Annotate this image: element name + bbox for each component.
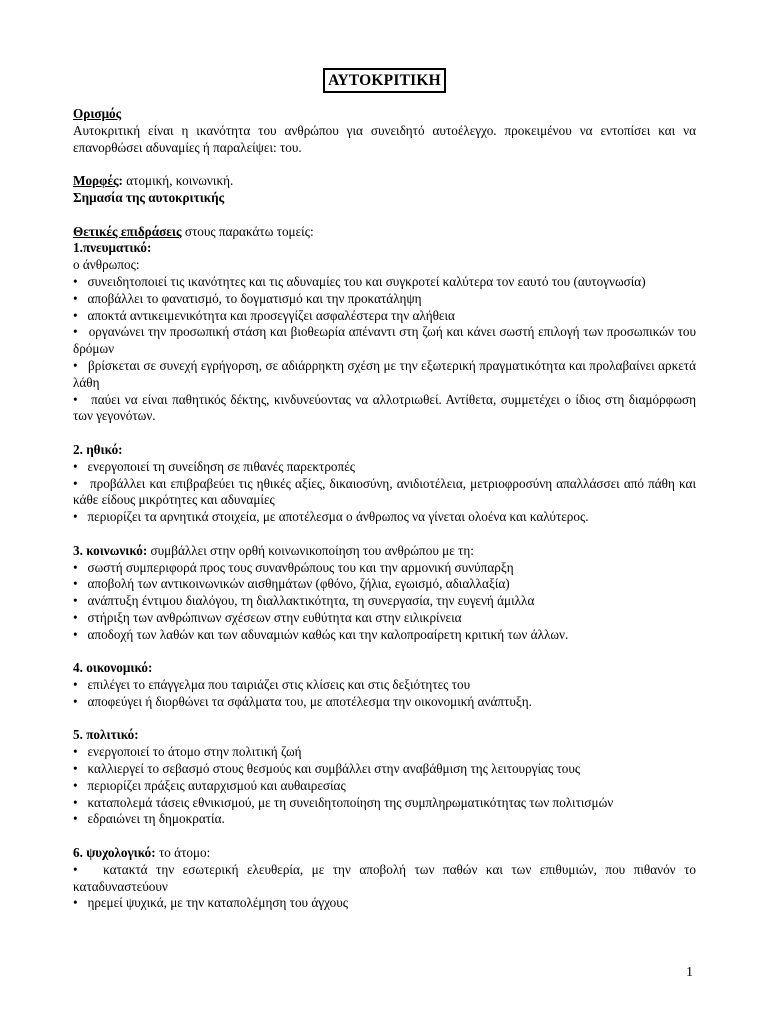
bullet-marker: • — [73, 290, 78, 306]
bullet-item — [73, 358, 696, 392]
bullet-marker: • — [73, 273, 78, 289]
social-line — [73, 543, 696, 560]
bullet-marker: • — [73, 576, 78, 592]
psychological-line — [73, 845, 696, 862]
political-list — [73, 744, 696, 828]
psychological-list — [73, 862, 696, 912]
bullet-item — [73, 274, 696, 291]
forms-line — [73, 173, 696, 190]
bullet-item — [73, 593, 696, 610]
bullet-marker: • — [73, 609, 78, 625]
forms-label: Μορφές — [73, 173, 119, 189]
bullet-marker: • — [73, 307, 78, 323]
bullet-item — [73, 392, 696, 426]
bullet-text: εδραιώνει τη δημοκρατία. — [87, 811, 225, 827]
social-heading: 3. κοινωνικό: — [73, 542, 148, 558]
bullet-marker: • — [73, 693, 78, 709]
bullet-text: αποφεύγει ή διορθώνει τα σφάλματα του, με αποτέλεσμα την οικονομική ανάπτυξη. — [87, 693, 532, 709]
bullet-text: αποδοχή των λαθών και των αδυναμιών καθώς και την καλοπροαίρετη κριτική των άλλων. — [87, 626, 569, 642]
document-page — [73, 68, 696, 912]
psychological-intro: το άτομο: — [155, 845, 211, 861]
bullet-item — [73, 476, 696, 510]
bullet-item — [73, 761, 696, 778]
bullet-marker: • — [73, 593, 78, 609]
positive-line — [73, 224, 696, 241]
bullet-item — [73, 694, 696, 711]
bullet-text: παύει να είναι παθητικός δέκτης, κινδυνεύοντας να αλλοτριωθεί. Αντίθετα, συμμετέχει ο ίδιος στη διαμόρφωση των γεγονότων. — [73, 391, 696, 424]
bullet-text: σωστή συμπεριφορά προς τους συνανθρώπους του και την αρμονική συνύπαρξη — [87, 559, 514, 575]
bullet-text: ενεργοποιεί το άτομο στην πολιτική ζωή — [87, 744, 302, 760]
bullet-text: αποκτά αντικειμενικότητα και προσεγγίζει ασφαλέστερα την αλήθεια — [87, 307, 455, 323]
bullet-item — [73, 291, 696, 308]
psychological-heading: 6. ψυχολογικό: — [73, 845, 156, 861]
bullet-text: περιορίζει πράξεις αυταρχισμού και αυθαιρεσίας — [87, 777, 346, 793]
bullet-text: κατακτά την εσωτερική ελευθερία, με την αποβολή των παθών και των επιθυμιών, που πιθανόν το καταδυναστεύουν — [73, 861, 697, 894]
bullet-item — [73, 811, 696, 828]
ethical-heading: 2. ηθικό: — [73, 441, 123, 457]
page-number: 1 — [686, 965, 693, 980]
spiritual-list — [73, 274, 696, 425]
bullet-marker: • — [73, 458, 78, 474]
bullet-item — [73, 744, 696, 761]
bullet-marker: • — [73, 677, 78, 693]
bullet-marker: • — [73, 559, 78, 575]
bullet-text: στήριξη των ανθρώπινων σχέσεων στην ευθύτητα και στην ειλικρίνεια — [87, 609, 462, 625]
definition-heading: Ορισμός — [73, 106, 122, 121]
bullet-marker: • — [73, 895, 78, 911]
bullet-item — [73, 509, 696, 526]
bullet-marker: • — [73, 861, 78, 877]
bullet-marker: • — [73, 744, 78, 760]
bullet-marker: • — [73, 357, 78, 373]
bullet-marker: • — [73, 475, 78, 491]
bullet-text: ανάπτυξη έντιμου διαλόγου, τη διαλλακτικότητα, τη συνεργασία, την ευγενή άμιλλα — [87, 593, 535, 609]
forms-colon: : — [118, 173, 123, 189]
economic-list — [73, 677, 696, 711]
bullet-marker: • — [73, 811, 78, 827]
spiritual-intro: ο άνθρωπος: — [73, 257, 140, 273]
bullet-text: αποβάλλει το φανατισμό, το δογματισμό και την προκατάληψη — [87, 290, 422, 306]
ethical-list — [73, 459, 696, 526]
forms-text: ατομική, κοινωνική. — [122, 173, 234, 189]
bullet-item — [73, 324, 696, 358]
document-title: ΑΥΤΟΚΡΙΤΙΚΗ — [323, 68, 446, 93]
economic-heading: 4. οικονομικό: — [73, 660, 153, 676]
importance-heading: Σημασία της αυτοκριτικής — [73, 189, 225, 205]
bullet-item — [73, 459, 696, 476]
bullet-item — [73, 677, 696, 694]
bullet-marker: • — [73, 626, 78, 642]
bullet-text: συνειδητοποιεί τις ικανότητες και τις αδυναμίες του και συγκροτεί καλύτερα τον εαυτό του (αυτογνωσία) — [87, 273, 646, 289]
bullet-marker: • — [73, 391, 78, 407]
bullet-marker: • — [73, 324, 78, 340]
bullet-text: καταπολεμά τάσεις εθνικισμού, με τη συνειδητοποίηση της συμπληρωματικότητας των πολιτισμών — [87, 794, 614, 810]
bullet-text: βρίσκεται σε συνεχή εγρήγορση, σε αδιάρρηκτη σχέση με την εξωτερική πραγματικότητα και προλαβαίνει αρκετά λάθη — [73, 357, 697, 390]
bullet-item — [73, 576, 696, 593]
political-heading: 5. πολιτικό: — [73, 727, 139, 743]
bullet-text: οργανώνει την προσωπική στάση και βιοθεωρία απέναντι στη ζωή και κάνει σωστή επιλογή των προσωπικών του δρόμων — [73, 324, 696, 357]
bullet-text: προβάλλει και επιβραβεύει τις ηθικές αξίες, δικαιοσύνη, ανιδιοτέλεια, μετριοφροσύνη απαλλάσσει από πάθη και κάθε είδους μικρότητες και αδυναμίες — [73, 475, 696, 508]
bullet-text: ηρεμεί ψυχικά, με την καταπολέμηση του άγχους — [87, 895, 349, 911]
bullet-marker: • — [73, 761, 78, 777]
bullet-item — [73, 795, 696, 812]
definition-text: Αυτοκριτική είναι η ικανότητα του ανθρώπου για συνειδητό αυτοέλεγχο. προκειμένου να εντοπίσει και να επανορθώσει αδυναμίες ή παραλείψει: του. — [73, 122, 696, 155]
social-intro: συμβάλλει στην ορθή κοινωνικοποίηση του ανθρώπου με τη: — [147, 542, 474, 558]
positive-text: στους παρακάτω τομείς: — [181, 223, 314, 239]
bullet-item — [73, 895, 696, 912]
social-list — [73, 560, 696, 644]
bullet-text: επιλέγει το επάγγελμα που ταιριάζει στις κλίσεις και στις δεξιότητες του — [87, 677, 471, 693]
bullet-marker: • — [73, 777, 78, 793]
bullet-item — [73, 778, 696, 795]
bullet-text: περιορίζει τα αρνητικά στοιχεία, με αποτέλεσμα ο άνθρωπος να γίνεται ολοένα και καλύτερος. — [87, 509, 589, 525]
bullet-item — [73, 862, 696, 896]
spiritual-heading: 1.πνευματικό: — [73, 240, 152, 256]
bullet-text: ενεργοποιεί τη συνείδηση σε πιθανές παρεκτροπές — [87, 458, 355, 474]
bullet-item — [73, 610, 696, 627]
bullet-item — [73, 308, 696, 325]
bullet-text: καλλιεργεί το σεβασμό στους θεσμούς και συμβάλλει στην αναβάθμιση της λειτουργίας τους — [87, 761, 581, 777]
bullet-marker: • — [73, 794, 78, 810]
bullet-text: αποβολή των αντικοινωνικών αισθημάτων (φθόνο, ζήλια, εγωισμό, αδιαλλαξία) — [87, 576, 510, 592]
bullet-item — [73, 560, 696, 577]
positive-label: Θετικές επιδράσεις — [73, 223, 182, 239]
bullet-item — [73, 627, 696, 644]
bullet-marker: • — [73, 509, 78, 525]
